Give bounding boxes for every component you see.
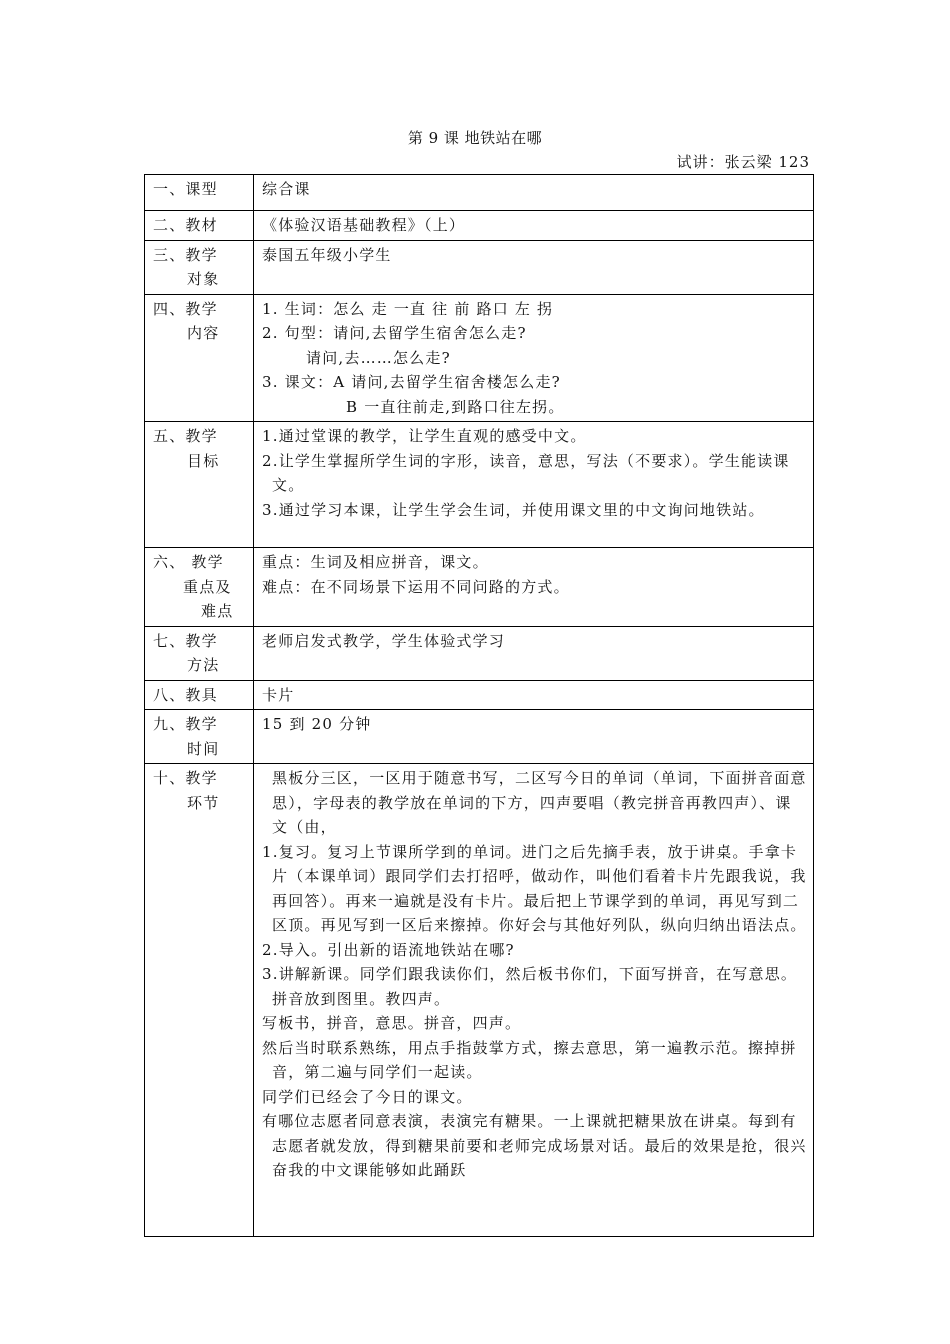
row-label: 一、课型 [145, 175, 254, 211]
table-row [145, 626, 814, 680]
table-row [145, 710, 814, 764]
lesson-plan-table [144, 174, 814, 1237]
row-label: 十、教学 环节 [145, 764, 254, 1237]
row-content: 老师启发式教学，学生体验式学习 [254, 626, 814, 680]
table-row [145, 294, 814, 422]
row-label: 七、教学 方法 [145, 626, 254, 680]
row-label: 五、教学 目标 [145, 422, 254, 548]
lecturer-line: 试讲：张云梁 123 [676, 153, 810, 171]
row-label: 八、教具 [145, 680, 254, 710]
row-label: 六、 教学 重点及 难点 [145, 548, 254, 627]
row-content: 1.通过堂课的教学，让学生直观的感受中文。 2.让学生掌握所学生词的字形，读音，意思，写法（不要求）。学生能读课文。 3.通过学习本课，让学生学会生词，并使用课文里的中文询问地铁站。 [254, 422, 814, 548]
row-content: 黑板分三区，一区用于随意书写，二区写今日的单词（单词，下面拼音面意思），字母表的教学放在单词的下方，四声要唱（教完拼音再教四声）、课文（由， 1.复习。复习上节课所学到的单词。进门之后先摘手表，放于讲桌。手拿卡片（本课单词）跟同学们去打招呼，做动作，叫他们看着卡片先跟我说，我再回答）。再来一遍就是没有卡片。最后把上节课学到的单词，再见写到二区顶。再见写到一区后来擦掉。你好会与其他好列队，纵向归纳出语法点。 2.导入。引出新的语流地铁站在哪? 3.讲解新课。同学们跟我读你们，然后板书你们，下面写拼音，在写意思。拼音放到图里。教四声。 写板书，拼音，意思。拼音，四声。 然后当时联系熟练，用点手指鼓掌方式，擦去意思，第一遍教示范。擦掉拼音，第二遍与同学们一起读。 同学们已经会了今日的课文。 有哪位志愿者同意表演，表演完有糖果。一上课就把糖果放在讲桌。每到有志愿者就发放，得到糖果前要和老师完成场景对话。最后的效果是抢，很兴奋我的中文课能够如此踊跃 [254, 764, 814, 1237]
page-title: 第 9 课 地铁站在哪 [407, 129, 543, 147]
row-label: 二、教材 [145, 211, 254, 241]
row-content: 1. 生词：怎么 走 一直 往 前 路口 左 拐 2. 句型：请问,去留学生宿舍怎么走? 请问,去……怎么走? 3. 课文：A 请问,去留学生宿舍楼怎么走? B 一直往前走,到路口往左拐。 [254, 294, 814, 422]
row-content: 综合课 [254, 175, 814, 211]
table-row [145, 175, 814, 211]
table-row [145, 240, 814, 294]
row-label: 三、教学 对象 [145, 240, 254, 294]
row-content: 《体验汉语基础教程》（上） [254, 211, 814, 241]
table-row [145, 422, 814, 548]
row-label: 九、教学 时间 [145, 710, 254, 764]
row-content: 重点：生词及相应拼音，课文。 难点：在不同场景下运用不同问路的方式。 [254, 548, 814, 627]
row-content: 泰国五年级小学生 [254, 240, 814, 294]
row-content: 卡片 [254, 680, 814, 710]
table-row [145, 680, 814, 710]
table-row [145, 764, 814, 1237]
row-content: 15 到 20 分钟 [254, 710, 814, 764]
table-row [145, 211, 814, 241]
table-row [145, 548, 814, 627]
row-label: 四、教学 内容 [145, 294, 254, 422]
